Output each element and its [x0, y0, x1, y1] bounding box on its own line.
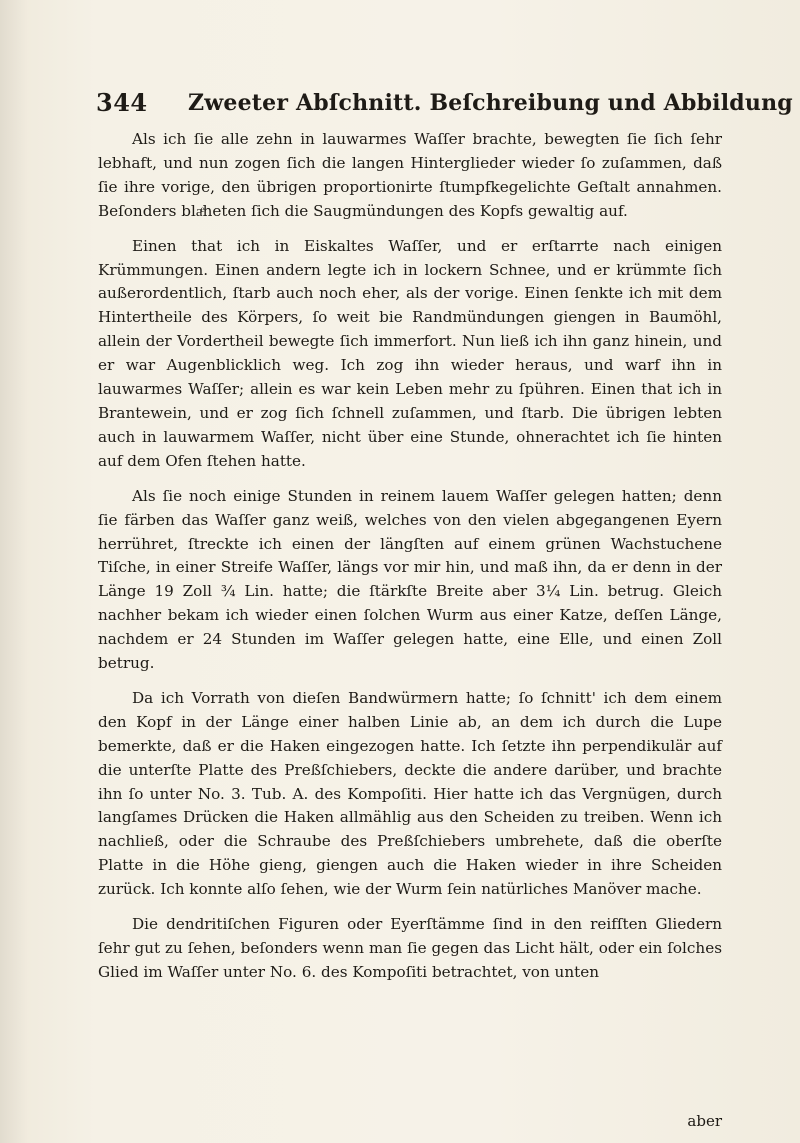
paragraph-2: Einen that ich in Eiskaltes Waſſer, und er erſtarrte nach einigen Krümmungen. Einen andern legte ich in lockern Schnee, und er krümmte ſich außerordentlich, ſtarb auch noch eher, als der vorige. Einen ſenkte ich mit dem Hintertheile des Körpers, ſo weit bie Randmündungen giengen in Baumöhl, allein der Vordertheil bewegte ſich immerfort. Nun ließ ich ihn ganz hinein, und er war Augenblicklich weg. Ich zog ihn wieder heraus, und warf ihn in lauwarmes Waſſer; allein es war kein Leben mehr zu ſpühren. Einen that ich in Brantewein, und er zog ſich ſchnell zuſammen, und ſtarb. Die übrigen lebten auch in lauwarmem Waſſer, nicht über eine Stunde, ohnerachtet ich ſie hinten auf dem Ofen ſtehen hatte.: [98, 236, 722, 470]
body-text: [98, 128, 722, 1118]
gutter-shadow: [0, 0, 28, 1143]
running-head: Zweeter Abſchnitt. Beſchreibung und Abbildung: [188, 90, 793, 116]
page-header: [96, 86, 793, 122]
paragraph-1: Als ich ſie alle zehn in lauwarmes Waſſer brachte, bewegten ſie ſich ſehr lebhaft, und nun zogen ſich die langen Hinterglieder wieder ſo zuſammen, daß ſie ihre vorige, den übrigen proportionirte ſtumpfkegelichte Geſtalt annahmen. Beſonders blaͤheten ſich die Saugmündungen des Kopfs gewaltig auf.: [98, 130, 722, 220]
page-number: 344: [96, 88, 148, 117]
paragraph-5: Die dendritiſchen Figuren oder Eyerſtämme ſind in den reifſten Gliedern ſehr gut zu ſehen, beſonders wenn man ſie gegen das Licht hält, oder ein ſolches Glied im Waſſer unter No. 6. des Kompoſiti betrachtet, von unten: [98, 915, 722, 981]
catchword: aber: [687, 1112, 722, 1130]
paragraph-3: Als ſie noch einige Stunden in reinem lauem Waſſer gelegen hatten; denn ſie färben das Waſſer ganz weiß, welches von den vielen abgegangenen Eyern herrühret, ſtreckte ich einen der längſten auf einem grünen Wachstuchene Tiſche, in einer Streife Waſſer, längs vor mir hin, und maß ihn, da er denn in der Länge 19 Zoll ¾ Lin. hatte; die ſtärkſte Breite aber 3¼ Lin. betrug. Gleich nachher bekam ich wieder einen ſolchen Wurm aus einer Katze, deſſen Länge, nachdem er 24 Stunden im Waſſer gelegen hatte, eine Elle, und einen Zoll betrug.: [98, 486, 722, 673]
paragraph-4: Da ich Vorrath von dieſen Bandwürmern hatte; ſo ſchnitt' ich dem einem den Kopf in der Länge einer halben Linie ab, an dem ich durch die Lupe bemerkte, daß er die Haken eingezogen hatte. Ich ſetzte ihn perpendikulär auf die unterſte Platte des Preßſchiebers, deckte die andere darüber, und brachte ihn ſo unter No. 3. Tub. A. des Kompoſiti. Hier hatte ich das Vergnügen, durch langſames Drücken die Haken allmählig aus den Scheiden zu treiben. Wenn ich nachließ, oder die Schraube des Preßſchiebers umbrehete, daß die oberſte Platte in die Höhe gieng, giengen auch die Haken wieder in ihre Scheiden zurück. Ich konnte alſo ſehen, wie der Wurm ſein natürliches Manöver mache.: [98, 688, 722, 899]
